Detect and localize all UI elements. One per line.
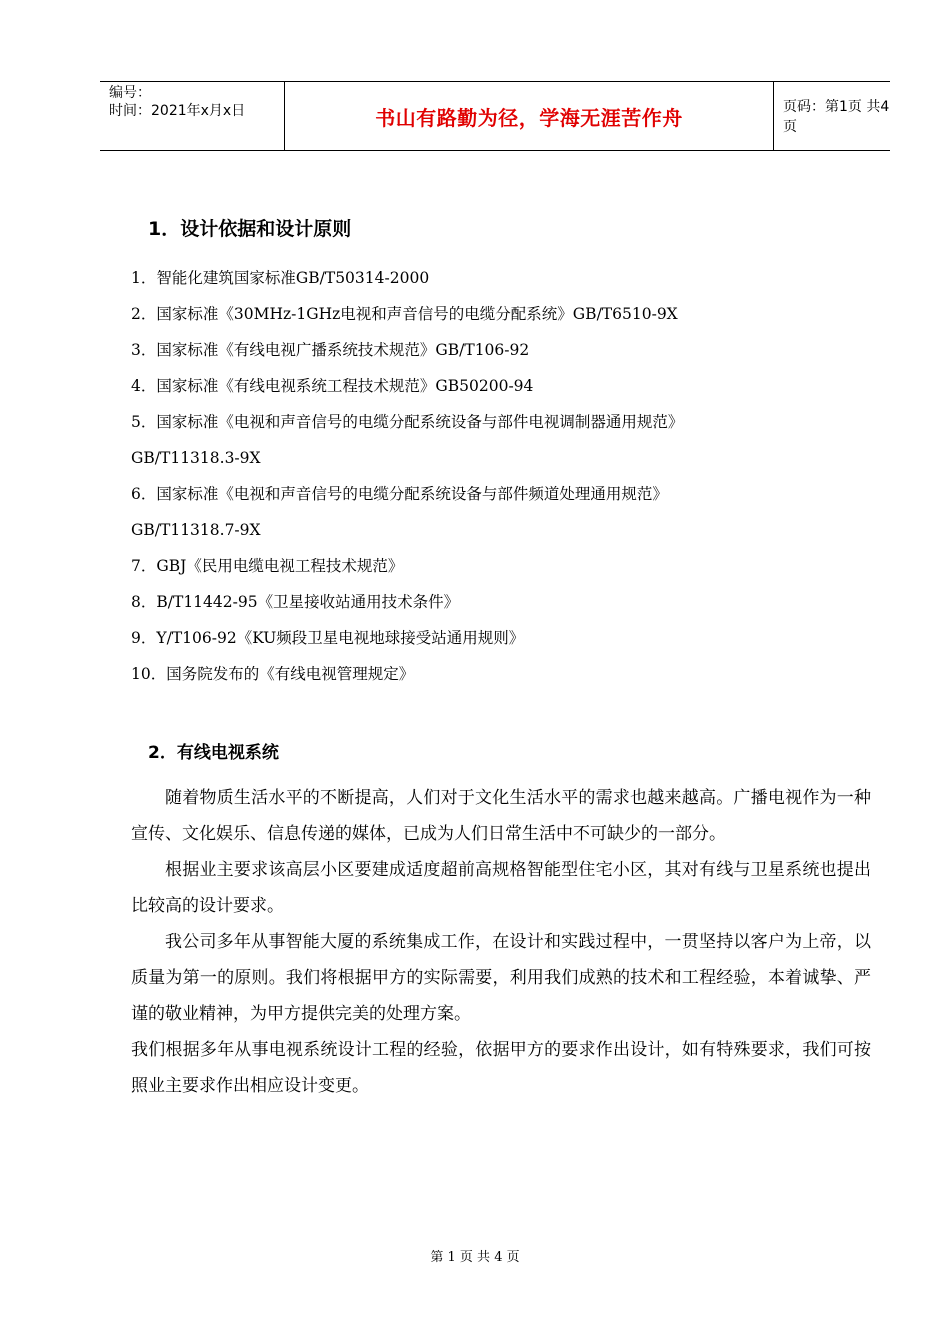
paragraph: 根据业主要求该高层小区要建成适度超前高规格智能型住宅小区，其对有线与卫星系统也提出比较高的设计要求。: [131, 860, 871, 916]
list-item: GB/T11318.7-9X: [131, 521, 261, 539]
list-item: 8．B/T11442-95《卫星接收站通用技术条件》: [131, 593, 460, 611]
paragraph: 我们根据多年从事电视系统设计工程的经验，依据甲方的要求作出设计，如有特殊要求，我们可按照业主要求作出相应设计变更。: [131, 1040, 871, 1096]
header-motto-cell: [284, 82, 774, 150]
page-footer: 第 1 页 共 4 页: [430, 1250, 520, 1265]
paragraph: 随着物质生活水平的不断提高，人们对于文化生活水平的需求也越来越高。广播电视作为一种宣传、文化娱乐、信息传递的媒体，已成为人们日常生活中不可缺少的一部分。: [131, 788, 871, 844]
section2-body: [131, 780, 871, 1104]
header-page-cell: [774, 82, 890, 150]
document-header: [100, 81, 890, 151]
document-time-label: 时间：2021年x月x日: [109, 103, 246, 119]
list-item: 1．智能化建筑国家标准GB/T50314-2000: [131, 269, 430, 287]
header-motto: 书山有路勤为径，学海无涯苦作舟: [375, 105, 683, 130]
document-number-label: 编号：: [109, 85, 151, 101]
list-item: 9．Y/T106-92《KU频段卫星电视地球接受站通用规则》: [131, 629, 525, 647]
section1-heading: 1．设计依据和设计原则: [148, 218, 352, 240]
standards-list: [131, 260, 871, 692]
section2-heading: 2．有线电视系统: [148, 743, 279, 763]
list-item: 3．国家标准《有线电视广播系统技术规范》GB/T106-92: [131, 341, 530, 359]
list-item: 4．国家标准《有线电视系统工程技术规范》GB50200-94: [131, 377, 534, 395]
header-page-info: 页码：第1页 共4页: [783, 99, 890, 135]
list-item: 10．国务院发布的《有线电视管理规定》: [131, 665, 415, 683]
list-item: 2．国家标准《30MHz-1GHz电视和声音信号的电缆分配系统》GB/T6510-9X: [131, 305, 678, 323]
header-meta-cell: [100, 82, 284, 150]
list-item: GB/T11318.3-9X: [131, 449, 261, 467]
list-item: 5．国家标准《电视和声音信号的电缆分配系统设备与部件电视调制器通用规范》: [131, 413, 684, 431]
paragraph: 我公司多年从事智能大厦的系统集成工作，在设计和实践过程中，一贯坚持以客户为上帝，以质量为第一的原则。我们将根据甲方的实际需要，利用我们成熟的技术和工程经验，本着诚挚、严谨的敬业精神，为甲方提供完美的处理方案。: [131, 932, 871, 1024]
list-item: 6．国家标准《电视和声音信号的电缆分配系统设备与部件频道处理通用规范》: [131, 485, 668, 503]
list-item: 7．GBJ《民用电缆电视工程技术规范》: [131, 557, 404, 575]
